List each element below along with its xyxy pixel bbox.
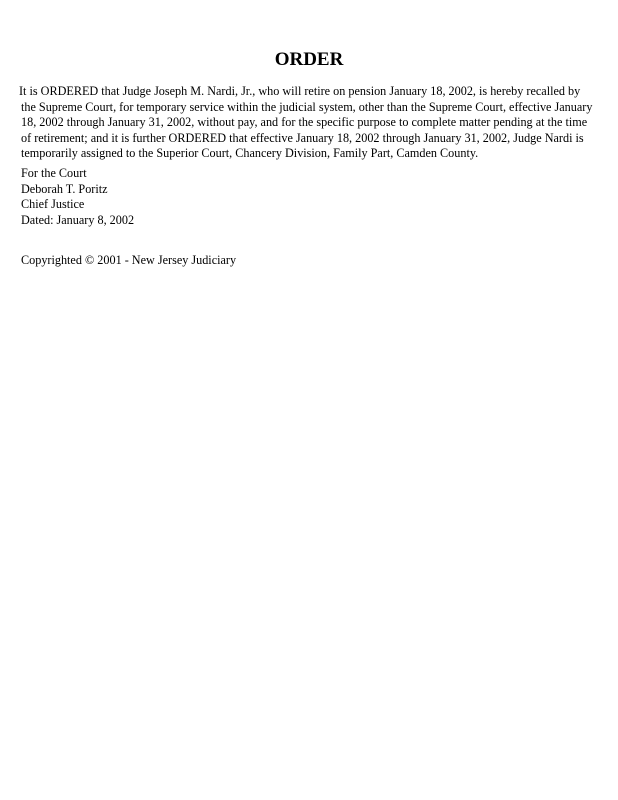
signature-for-the-court: For the Court (21, 166, 87, 180)
page-title: ORDER (274, 49, 344, 70)
signature-name: Deborah T. Poritz (21, 181, 108, 196)
copyright-notice: Copyrighted © 2001 - New Jersey Judiciary (21, 253, 237, 267)
order-paragraph: It is ORDERED that Judge Joseph M. Nardi, Jr., who will retire on pension January 18, 2002, is hereby recalled by the Supreme Court, for temporary service within the judicial system, other than the Supreme Court, effective January 18, 2002 through January 31, 2002, without pay, and for the specific purpose to complete matter pending at the time of retirement; and it is further ORDERED that effective January 18, 2002 through January 31, 2002, Judge Nardi is temporarily assigned to the Superior Court, Chancery Division, Family Part, Camden County. (19, 84, 593, 161)
signature-date: Dated: January 8, 2002 (21, 212, 135, 227)
signature-block (21, 166, 134, 228)
signature-position: Chief Justice (21, 197, 85, 212)
